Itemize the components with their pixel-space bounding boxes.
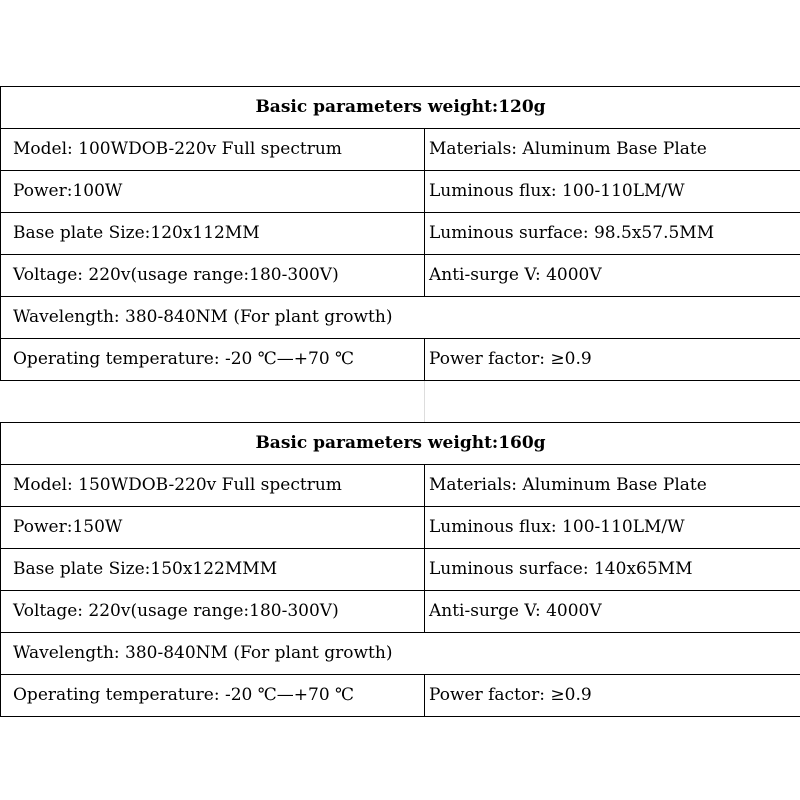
spec-wavelength: Wavelength: 380-840NM (For plant growth) [1,297,800,339]
spec-base-plate-size: Base plate Size:120x112MM [1,213,425,255]
table-row [1,339,800,381]
spec-luminous-flux: Luminous flux: 100-110LM/W [425,507,800,549]
table-row [1,633,800,675]
spec-luminous-flux: Luminous flux: 100-110LM/W [425,171,800,213]
table-row [1,255,800,297]
spec-voltage: Voltage: 220v(usage range:180-300V) [1,255,425,297]
spec-operating-temperature: Operating temperature: -20 ℃—+70 ℃ [1,339,425,381]
spec-power-factor: Power factor: ≥0.9 [425,675,800,717]
spec-power: Power:150W [1,507,425,549]
spec-anti-surge: Anti-surge V: 4000V [425,591,800,633]
table-row [1,549,800,591]
table-row [1,171,800,213]
table-row [1,297,800,339]
table-title-row [1,423,800,465]
spec-luminous-surface: Luminous surface: 140x65MM [425,549,800,591]
spec-table-100w [0,86,800,423]
spacer-row [1,381,800,423]
spec-anti-surge: Anti-surge V: 4000V [425,255,800,297]
spacer-cell [425,381,800,423]
spec-power-factor: Power factor: ≥0.9 [425,339,800,381]
spec-model: Model: 100WDOB-220v Full spectrum [1,129,425,171]
table-title: Basic parameters weight:120g [1,87,800,129]
spec-luminous-surface: Luminous surface: 98.5x57.5MM [425,213,800,255]
spec-table-150w [0,422,800,717]
table-row [1,213,800,255]
table-row [1,129,800,171]
spec-operating-temperature: Operating temperature: -20 ℃—+70 ℃ [1,675,425,717]
spec-power: Power:100W [1,171,425,213]
spec-wavelength: Wavelength: 380-840NM (For plant growth) [1,633,800,675]
spec-model: Model: 150WDOB-220v Full spectrum [1,465,425,507]
table-title: Basic parameters weight:160g [1,423,800,465]
table-row [1,465,800,507]
table-row [1,507,800,549]
spec-materials: Materials: Aluminum Base Plate [425,129,800,171]
table-row [1,591,800,633]
spec-base-plate-size: Base plate Size:150x122MMM [1,549,425,591]
spacer-cell [1,381,425,423]
spec-materials: Materials: Aluminum Base Plate [425,465,800,507]
table-row [1,675,800,717]
spec-voltage: Voltage: 220v(usage range:180-300V) [1,591,425,633]
table-title-row [1,87,800,129]
